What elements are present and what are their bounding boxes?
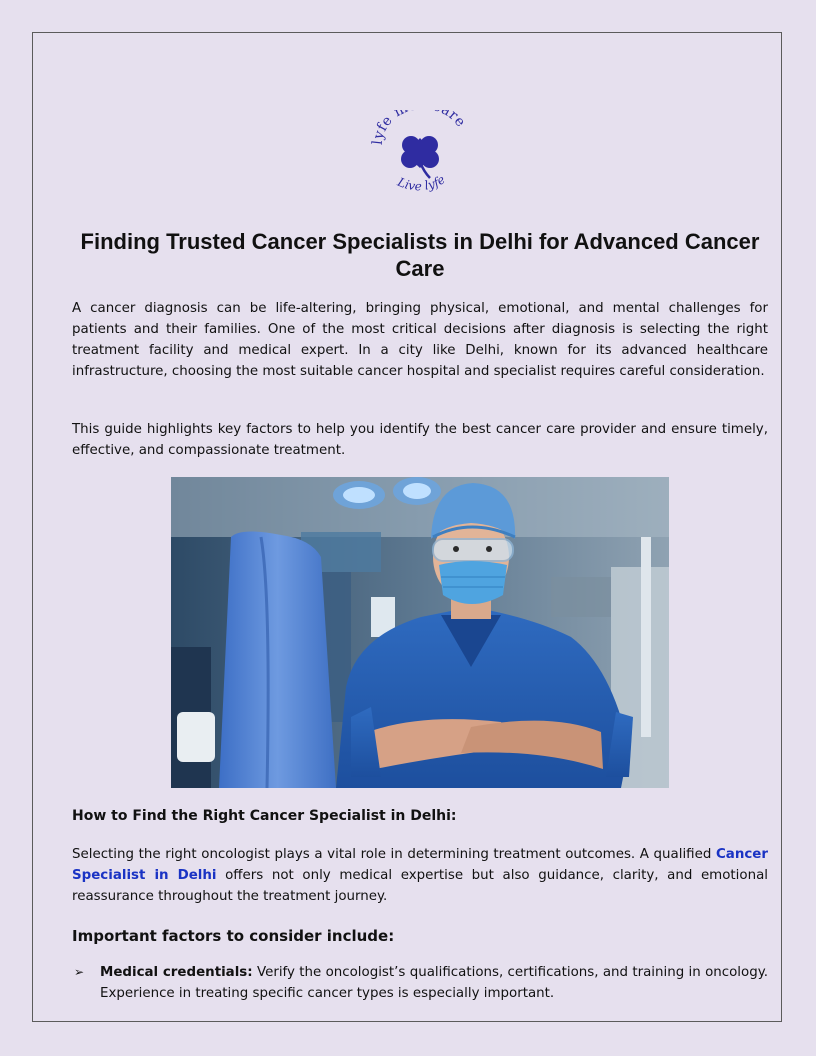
surgeon-photo <box>171 477 669 788</box>
svg-text:Live lyfe: Live lyfe <box>395 172 448 194</box>
selecting-text-before: Selecting the right oncologist plays a vital role in determining treatment outcomes. A qualified <box>72 847 716 862</box>
clover-logo-icon <box>368 110 472 202</box>
arrow-bullet-icon: ➢ <box>74 965 85 979</box>
page-title: Finding Trusted Cancer Specialists in Delhi for Advanced Cancer Care <box>80 229 760 281</box>
selecting-text-after: offers not only medical expertise but also guidance, clarity, and emotional reassurance throughout the treatment journey. <box>72 868 768 904</box>
factor-text: Verify the oncologist’s qualifications, certifications, and training in oncology. Experience in treating specific cancer types is especially important. <box>100 965 768 1001</box>
cancer-specialist-link[interactable]: Cancer Specialist in Delhi <box>72 847 768 883</box>
section-heading: How to Find the Right Cancer Specialist in Delhi: <box>72 808 457 824</box>
intro-paragraph: A cancer diagnosis can be life-altering, bringing physical, emotional, and mental challenges for patients and their families. One of the most critical decisions after diagnosis is selecting the right treatment facility and medical expert. In a city like Delhi, known for its advanced healthcare infrastructure, choosing the most suitable cancer hospital and specialist requires careful consideration. <box>72 301 768 379</box>
factors-heading: Important factors to consider include: <box>72 927 395 945</box>
list-item <box>72 962 768 1004</box>
guide-paragraph: This guide highlights key factors to help you identify the best cancer care provider and ensure timely, effective, and compassionate treatment. <box>72 422 768 458</box>
factors-list <box>72 962 768 1004</box>
selecting-paragraph <box>72 844 768 907</box>
surgeon-image <box>171 477 669 788</box>
factor-term: Medical credentials: <box>100 965 253 980</box>
lyfe-medicare-logo <box>368 110 472 202</box>
svg-text:lyfe medicare: lyfe m are <box>369 110 469 146</box>
